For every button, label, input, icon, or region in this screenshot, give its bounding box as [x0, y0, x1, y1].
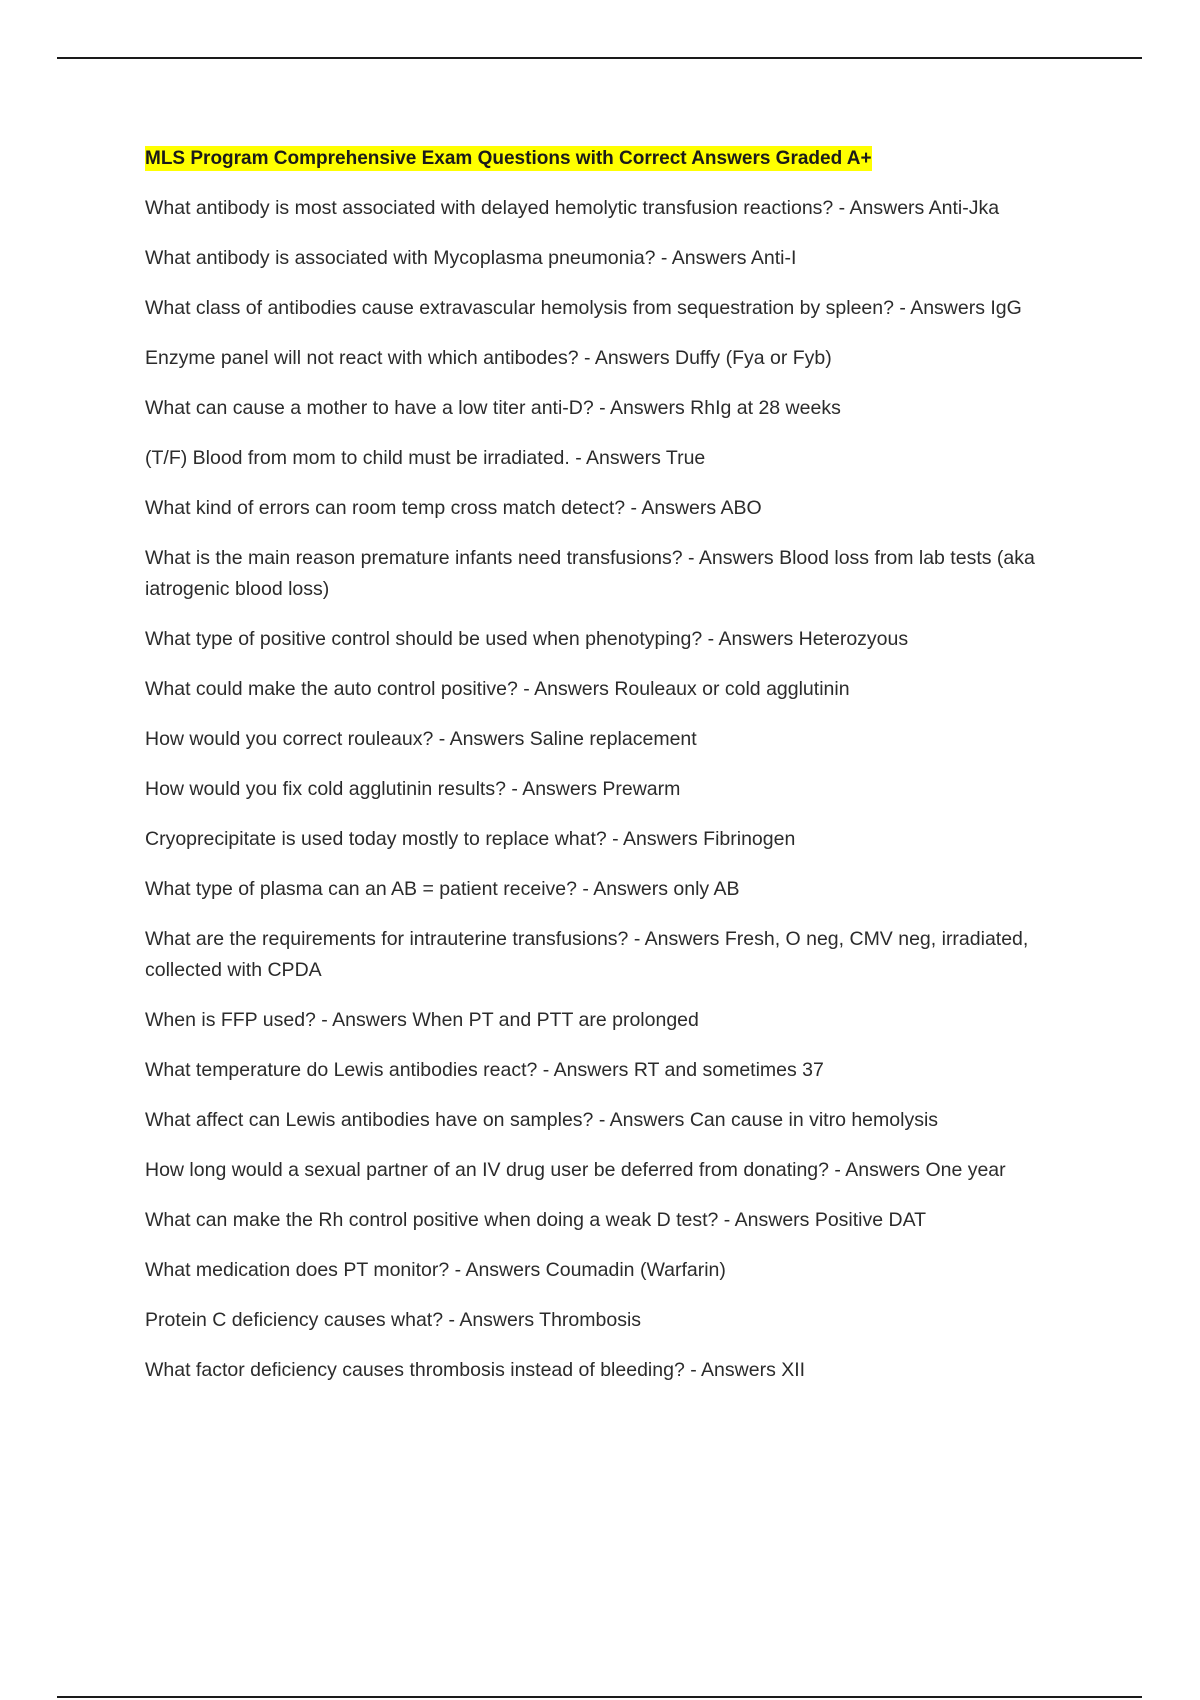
header-rule — [57, 57, 1142, 59]
qa-item: Cryoprecipitate is used today mostly to replace what? - Answers Fibrinogen — [145, 828, 796, 850]
document-title: MLS Program Comprehensive Exam Questions with Correct Answers Graded A+ — [145, 148, 872, 169]
qa-item: What medication does PT monitor? - Answers Coumadin (Warfarin) — [145, 1259, 726, 1281]
qa-item: How would you correct rouleaux? - Answers Saline replacement — [145, 728, 697, 750]
qa-item: What can cause a mother to have a low titer anti-D? - Answers RhIg at 28 weeks — [145, 397, 841, 419]
title-block — [145, 145, 1095, 174]
qa-item: What class of antibodies cause extravascular hemolysis from sequestration by spleen? - Answers IgG — [145, 297, 1022, 319]
qa-item: What can make the Rh control positive when doing a weak D test? - Answers Positive DAT — [145, 1209, 927, 1231]
qa-item: What kind of errors can room temp cross match detect? - Answers ABO — [145, 497, 762, 519]
qa-item: Enzyme panel will not react with which antibodes? - Answers Duffy (Fya or Fyb) — [145, 347, 832, 369]
qa-item: What antibody is associated with Mycoplasma pneumonia? - Answers Anti-I — [145, 247, 797, 269]
qa-item: (T/F) Blood from mom to child must be irradiated. - Answers True — [145, 447, 706, 469]
qa-item: How would you fix cold agglutinin results? - Answers Prewarm — [145, 778, 681, 800]
qa-item: What are the requirements for intrauterine transfusions? - Answers Fresh, O neg, CMV neg, irradiated, collected with CPDA — [145, 928, 1029, 981]
qa-item: What affect can Lewis antibodies have on samples? - Answers Can cause in vitro hemolysis — [145, 1109, 939, 1131]
qa-item: What type of plasma can an AB = patient receive? - Answers only AB — [145, 878, 740, 900]
qa-item: What is the main reason premature infants need transfusions? - Answers Blood loss from lab tests (aka iatrogenic blood loss) — [145, 547, 1035, 600]
qa-item: What type of positive control should be used when phenotyping? - Answers Heterozyous — [145, 628, 909, 650]
footer-rule — [57, 1696, 1142, 1698]
document-body — [145, 145, 1095, 1405]
qa-item: What antibody is most associated with delayed hemolytic transfusion reactions? - Answers Anti-Jka — [145, 197, 1000, 219]
qa-item: Protein C deficiency causes what? - Answers Thrombosis — [145, 1309, 642, 1331]
qa-item: How long would a sexual partner of an IV drug user be deferred from donating? - Answers One year — [145, 1159, 1006, 1181]
qa-item: What factor deficiency causes thrombosis instead of bleeding? - Answers XII — [145, 1359, 806, 1381]
qa-item: When is FFP used? - Answers When PT and PTT are prolonged — [145, 1009, 699, 1031]
qa-item: What temperature do Lewis antibodies react? - Answers RT and sometimes 37 — [145, 1059, 824, 1081]
qa-item: What could make the auto control positive? - Answers Rouleaux or cold agglutinin — [145, 678, 850, 700]
